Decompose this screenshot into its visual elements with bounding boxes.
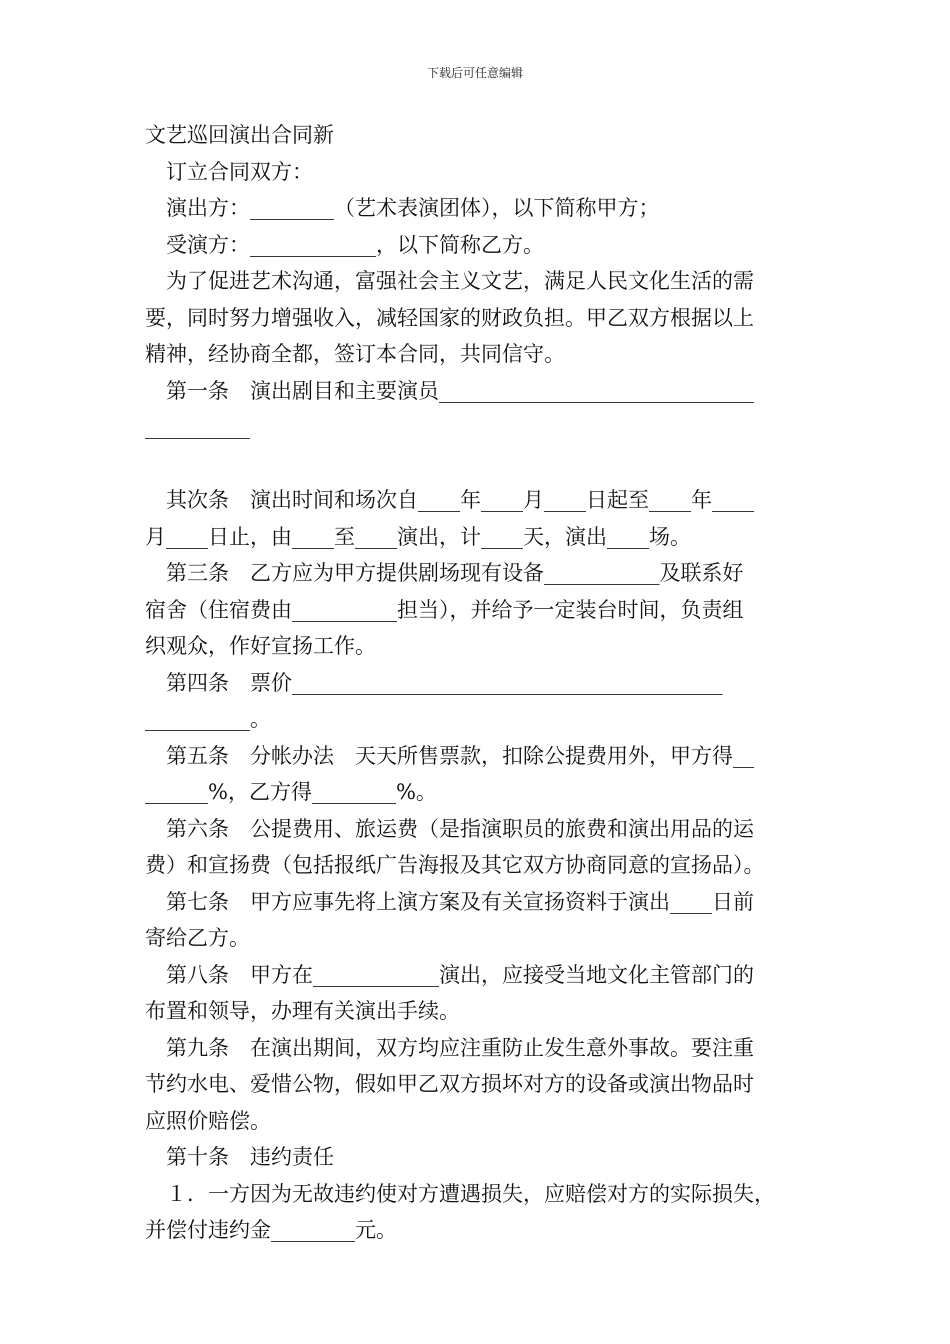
doc-line-article-9: 第九条 在演出期间，双方均应注重防止发生意外事故。要注重 [166,1035,754,1060]
doc-line-article-3-cont-1: 宿舍（住宿费由__________担当），并给予一定装台时间，负责组 [145,597,744,622]
doc-line-article-6: 第六条 公提费用、旅运费（是指演职员的旅费和演出用品的运 [166,816,754,841]
page-header: 下载后可任意编辑 [426,66,523,80]
doc-line-article-1-cont: __________ [145,415,250,439]
doc-line-article-6-cont: 费）和宣扬费（包括报纸广告海报及其它双方协商同意的宣扬品）。 [145,853,765,877]
doc-line-party-b: 受演方：____________，以下简称乙方。 [166,232,544,257]
doc-line-parties: 订立合同双方： [166,159,313,184]
doc-line-preamble-3: 精神，经协商全都，签订本合同，共同信守。 [145,342,565,366]
doc-line-article-8: 第八条 甲方在____________演出，应接受当地文化主管部门的 [166,962,754,987]
document-body [145,117,810,1249]
doc-line-article-2-cont: 月____日止，由____至____演出，计____天，演出____场。 [145,524,691,549]
doc-line-article-3-cont-2: 织观众，作好宣扬工作。 [145,634,376,658]
doc-line-article-5: 第五条 分帐办法 天天所售票款，扣除公提费用外，甲方得__ [166,743,754,768]
doc-line-article-7-cont: 寄给乙方。 [145,926,250,950]
doc-line-preamble-2: 要，同时努力增强收入，减轻国家的财政负担。甲乙双方根据以上 [145,305,754,330]
doc-line-article-1: 第一条 演出剧目和主要演员______________________________ [166,378,754,403]
doc-line-blank [145,446,810,483]
doc-line-article-7: 第七条 甲方应事先将上演方案及有关宣扬资料于演出____日前 [166,889,754,914]
doc-line-article-9-cont-2: 应照价赔偿。 [145,1108,271,1133]
doc-line-party-a: 演出方：________（艺术表演团体），以下简称甲方； [166,196,660,220]
doc-line-article-3: 第三条 乙方应为甲方提供剧场现有设备___________及联系好 [166,561,744,585]
doc-line-article-4: 第四条 票价_________________________________________ [166,670,723,695]
doc-line-article-10-item-1-cont: 并偿付违约金________元。 [145,1218,397,1242]
doc-line-article-10: 第十条 违约责任 [166,1145,334,1169]
doc-line-article-10-item-1: １．一方因为无故违约使对方遭遇损失，应赔偿对方的实际损失， [166,1181,775,1206]
doc-line-article-8-cont: 布置和领导，办理有关演出手续。 [145,999,460,1023]
doc-line-article-5-cont: ______%，乙方得________%。 [145,780,437,804]
doc-line-article-4-cont: __________。 [145,707,271,731]
doc-line-preamble-1: 为了促进艺术沟通，富强社会主义文艺，满足人民文化生活的需 [166,269,754,293]
doc-line-article-2: 其次条 演出时间和场次自____年____月____日起至____年____ [166,488,754,512]
document-title: 文艺巡回演出合同新 [145,123,334,147]
doc-line-article-9-cont-1: 节约水电、爱惜公物，假如甲乙双方损坏对方的设备或演出物品时 [145,1072,754,1096]
